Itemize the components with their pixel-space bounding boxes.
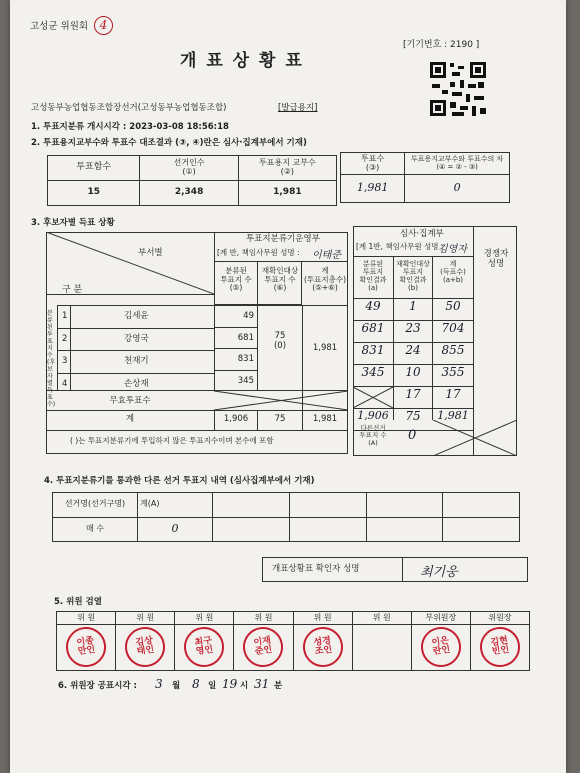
section4-table [52, 492, 520, 542]
value-difference: 0 [405, 175, 510, 203]
month-value: 3 [155, 677, 163, 691]
col-a-label: 분류된 투표지 수 (⑤) [220, 266, 252, 293]
review-row [353, 343, 473, 365]
section5-label: 5. 위원 검열 [54, 597, 102, 607]
value-votes: 1,981 [341, 175, 405, 203]
header-electors: 선거인수 (①) [140, 156, 238, 181]
candidate-no: 4 [62, 378, 68, 389]
blank-cell [289, 493, 366, 518]
candidate-row [58, 374, 214, 396]
candidate-list [58, 306, 214, 395]
header-votes: 투표수 (③) [341, 153, 405, 175]
invalid-label: 무효투표수 [109, 396, 151, 406]
candidate-no: 2 [62, 333, 68, 344]
committee-mark: 4 [94, 16, 113, 35]
value-ballot-boxes: 15 [48, 181, 140, 206]
total-a: 1,906 [223, 414, 249, 424]
committee-cell [175, 612, 234, 670]
seal-stamp: 최구 영인 [182, 624, 227, 669]
role-label: 위원장 [471, 612, 529, 625]
dept-label: 부서별 [138, 248, 163, 258]
committee-cell [116, 612, 175, 670]
seal-stamp: 김상 태인 [123, 624, 168, 669]
review-value: 75 [405, 409, 421, 423]
review-col-a: 분류된 투표지 확인결과 (a) [359, 260, 387, 293]
role-label: 위 원 [57, 612, 115, 625]
confirm-divider [402, 557, 403, 582]
candidate-name: 천재기 [124, 356, 149, 366]
role-label: 부위원장 [412, 612, 470, 625]
side-label: 분류된 투표지 수 (후보자별 득표수) [47, 310, 56, 408]
no-divider [70, 305, 71, 391]
committee-cell [412, 612, 471, 670]
candidate-no: 1 [62, 311, 68, 321]
review-value: 49 [365, 299, 381, 313]
value-electors: 2,348 [140, 181, 238, 206]
classify-dept: 투표지분류기운영부 [246, 234, 320, 244]
review-value: 345 [361, 365, 385, 379]
month-unit: 월 [172, 681, 181, 691]
section6-label: 6. 위원장 공표시각 : [58, 681, 137, 691]
day-value: 8 [192, 677, 200, 691]
sum-header: 계(A) [138, 493, 213, 518]
committee-cell [294, 612, 353, 670]
election-name: 고성동부농업협동조합장선거(고성동부농업협동조합) [31, 103, 227, 113]
role-label: 위 원 [353, 612, 411, 625]
role-label: 위 원 [294, 612, 352, 625]
sorted-col-border [214, 305, 258, 391]
blank-cell [366, 517, 443, 542]
count-value: 0 [138, 517, 213, 542]
seal-stamp: 이은 란인 [418, 624, 463, 669]
review-value: 681 [361, 321, 385, 335]
day-unit: 일 [208, 681, 217, 691]
competition-label: 경쟁자 성명 [483, 249, 509, 269]
sorted-value: 345 [237, 375, 254, 386]
minute-unit: 분 [274, 681, 283, 691]
review-value: 17 [445, 387, 461, 401]
blank-cell [213, 517, 290, 542]
hour-value: 19 [222, 677, 238, 691]
confirm-sign: 최기웅 [420, 565, 458, 580]
committee-name: 고성군 위원회 [30, 21, 89, 32]
minute-value: 31 [254, 677, 270, 691]
qr-code-icon [428, 60, 488, 118]
seal-stamp: 성경 조인 [300, 624, 345, 669]
blank-cell [443, 493, 520, 518]
ballot-status-sheet [10, 0, 566, 773]
candidate-row [58, 329, 214, 352]
review-value: 17 [405, 387, 421, 401]
review-value: 23 [405, 321, 421, 335]
review-value: 24 [405, 343, 421, 357]
committee-cell [57, 612, 116, 670]
page-title: 개 표 상 황 표 [180, 51, 304, 71]
committee-cell [234, 612, 293, 670]
other-value: 0 [408, 428, 417, 443]
header-issued: 투표용지 교부수 (②) [238, 156, 336, 181]
role-label: 위 원 [116, 612, 174, 625]
total-c: 1,981 [312, 414, 338, 424]
candidate-no: 3 [62, 356, 68, 366]
review-value: 50 [445, 299, 461, 313]
total-b: 75 [274, 414, 286, 424]
sorted-value: 831 [214, 349, 258, 371]
role-label: 위 원 [175, 612, 233, 625]
review-resp: [계 1반, 책임사무원 성명 : [356, 242, 444, 251]
blank-cell [443, 517, 520, 542]
header-difference: 투표용지교부수와 투표수의 차 (④ = ② - ③) [405, 153, 510, 175]
review-row [353, 321, 473, 343]
section2-table [47, 155, 337, 206]
review-sign: 김영자 [438, 244, 467, 255]
classify-resp: [계 반, 책임사무원 성명 : [217, 248, 300, 257]
section2-label: 2. 투표용지교부수와 투표수 대조결과 (③, ④)란은 심사·집계부에서 기재) [31, 138, 307, 148]
candidate-name: 김세윤 [124, 311, 149, 321]
section2-right-table [340, 152, 510, 203]
candidate-name: 강영국 [124, 333, 149, 344]
review-col-c: 계 (득표수) (a+b) [440, 260, 466, 285]
total-col-value: 1,981 [312, 343, 338, 353]
value-issued: 1,981 [238, 181, 336, 206]
committee-cell [353, 612, 412, 670]
review-value: 831 [361, 343, 385, 357]
candidate-row [58, 306, 214, 329]
other-cross [433, 420, 517, 456]
sorted-value: 49 [214, 306, 258, 328]
review-col-b: 재확인대상 투표지 확인결과 (b) [396, 260, 430, 293]
blank-cell [213, 493, 290, 518]
review-value: 855 [441, 343, 465, 357]
sorted-value: 681 [214, 328, 258, 350]
seal-stamp: 이종 만인 [63, 624, 108, 669]
committee-seal-table [56, 611, 530, 671]
review-invalid-row [353, 387, 473, 409]
review-value: 704 [441, 321, 465, 335]
review-row [353, 365, 473, 387]
committee-cell [471, 612, 529, 670]
blank-cell [289, 517, 366, 542]
col-c-label: 계 (투표지총수) (⑤+⑥) [303, 266, 347, 293]
role-label: 위 원 [234, 612, 292, 625]
seal-stamp: 이재 준인 [241, 624, 286, 669]
review-value: 10 [405, 365, 421, 379]
blank-cell [366, 493, 443, 518]
review-invalid-cross [353, 387, 393, 408]
review-value: 1,906 [357, 409, 389, 422]
recheck-value: 75 (0) [273, 331, 287, 351]
header-ballot-boxes: 투표함수 [48, 156, 140, 181]
classify-sign: 이태준 [312, 250, 341, 261]
hour-unit: 시 [240, 681, 249, 691]
section3-label: 3. 후보자별 득표 상황 [31, 218, 115, 228]
confirm-label: 개표상황표 확인자 성명 [272, 564, 360, 574]
election-name-header: 선거명(선거구명) [53, 493, 138, 518]
review-row [353, 299, 473, 321]
note-text: ( )는 투표지분류기에 투입하지 않은 투표지수이며 본수에 포함 [70, 436, 274, 445]
count-label: 매 수 [53, 517, 138, 542]
seal-stamp: 김현 빈인 [477, 624, 522, 669]
candidate-name: 손상재 [124, 378, 149, 389]
invalid-cross [214, 391, 348, 410]
review-value: 355 [441, 365, 465, 379]
rule-a [46, 294, 214, 295]
col-b-label: 재확인대상 투표지 수 (⑥) [261, 266, 299, 293]
gubun-label: 구 분 [62, 285, 83, 295]
review-dept: 심사·집계부 [400, 229, 444, 239]
total-label: 계 [125, 414, 135, 424]
section4-label: 4. 투표지분류기를 통과한 다른 선거 투표지 내역 (심사집계부에서 기재) [44, 476, 315, 486]
candidate-row [58, 351, 214, 374]
review-value: 1,981 [437, 409, 469, 422]
review-value: 1 [409, 299, 417, 313]
other-label: 다른선거 투표지 수 (A) [359, 424, 387, 447]
device-number: [기기번호 : 2190 ] [403, 40, 480, 50]
section1-label: 1. 투표지분류 개시시각 : 2023-03-08 18:56:18 [31, 122, 229, 132]
review-rows [353, 299, 473, 431]
doc-type: [발급용지] [278, 103, 318, 113]
